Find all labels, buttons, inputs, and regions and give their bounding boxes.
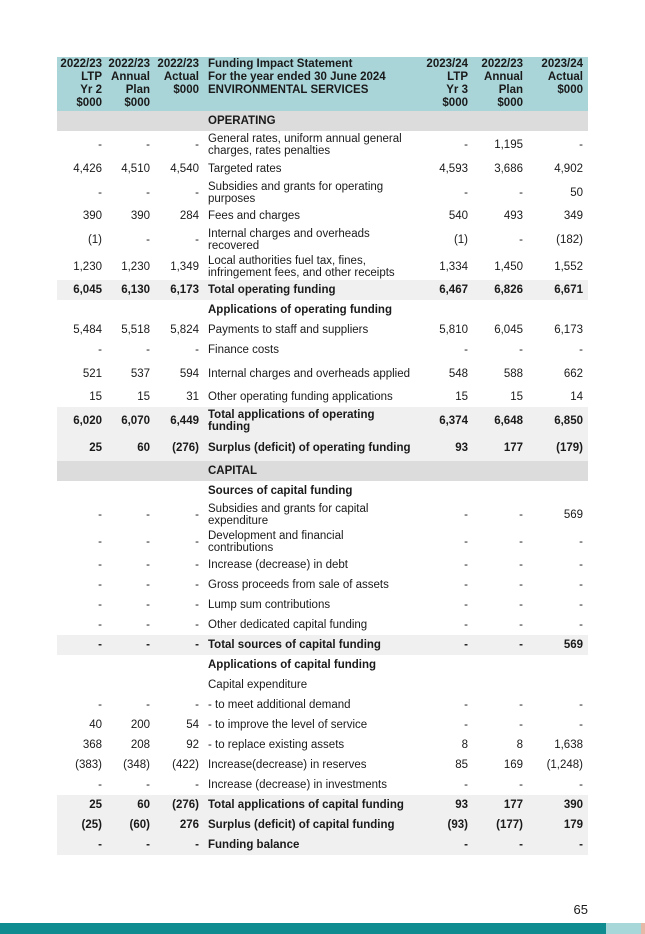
cell-value: - [146, 233, 150, 246]
cell-value: - [195, 508, 199, 521]
cell-value: 5,518 [121, 324, 150, 336]
table-row [57, 615, 588, 635]
cell-value [528, 655, 588, 675]
row-label: Surplus (deficit) of capital funding [204, 815, 416, 835]
cell-value: 1,195 [494, 139, 523, 151]
cell-value [155, 300, 204, 320]
cell-value: 1,349 [170, 260, 199, 273]
cell-value: - [146, 619, 150, 631]
cell-value: - [146, 139, 150, 151]
header-col-ltp-yr3: 2023/24 LTP Yr 3 $000 [416, 57, 473, 111]
cell-value: 594 [179, 367, 199, 380]
table-row [57, 675, 588, 695]
cell-value [57, 300, 107, 320]
total-row [57, 280, 588, 300]
row-label: Local authorities fuel tax, fines, infringement fees, and other receipts [208, 254, 395, 279]
cell-value: 15 [89, 391, 102, 403]
cell-value: - [473, 635, 528, 655]
cell-value: 14 [570, 391, 583, 403]
table-row [57, 501, 588, 528]
header-col-ltp-yr2: 2022/23 LTP Yr 2 $000 [57, 57, 107, 111]
row-label: Applications of capital funding [208, 659, 377, 671]
cell-value: - [464, 344, 468, 356]
footer-bar-accent [641, 923, 645, 934]
cell-value: - [579, 619, 583, 631]
cell-value [528, 300, 588, 320]
cell-value: (1) [87, 233, 102, 246]
cell-value: - [98, 344, 102, 356]
cell-value: - [155, 635, 204, 655]
cell-value [473, 111, 528, 131]
cell-value: 6,671 [528, 280, 588, 300]
cell-value: - [579, 699, 583, 711]
cell-value: - [195, 344, 199, 356]
cell-value: - [57, 635, 107, 655]
cell-value [416, 675, 473, 695]
cell-value: 25 [57, 795, 107, 815]
cell-value: - [464, 699, 468, 711]
cell-value: 4,510 [121, 163, 150, 175]
cell-value: - [195, 599, 199, 611]
cell-value: - [98, 779, 102, 791]
row-label: Other dedicated capital funding [208, 619, 368, 631]
cell-value: - [519, 535, 523, 548]
cell-value: (1,248) [546, 759, 583, 771]
cell-value: - [416, 835, 473, 855]
cell-value: - [146, 186, 150, 199]
cell-value: 8 [516, 739, 523, 751]
cell-value: 4,902 [554, 163, 583, 175]
cell-value: 179 [528, 815, 588, 835]
cell-value: 588 [503, 367, 523, 380]
row-label: Fees and charges [208, 210, 301, 222]
cell-value: - [519, 559, 523, 571]
row-label: Subsidies and grants for capital expenditure [208, 502, 369, 527]
cell-value: 60 [107, 795, 155, 815]
cell-value: 1,450 [494, 260, 523, 273]
cell-value: 6,045 [57, 280, 107, 300]
cell-value: 4,540 [170, 163, 199, 175]
cell-value [57, 675, 107, 695]
page-number: 65 [573, 902, 588, 917]
cell-value: 54 [186, 719, 199, 731]
cell-value: 5,810 [439, 324, 468, 336]
cell-value: 1,230 [73, 260, 102, 273]
row-label: Capital expenditure [208, 679, 308, 691]
cell-value: 493 [503, 210, 523, 222]
cell-value: 6,374 [416, 407, 473, 434]
cell-value: 6,648 [473, 407, 528, 434]
cell-value [155, 481, 204, 501]
cell-value: - [98, 186, 102, 199]
table-row [57, 695, 588, 715]
row-label: Total sources of capital funding [204, 635, 416, 655]
cell-value [155, 111, 204, 131]
total-row [57, 795, 588, 815]
cell-value [416, 481, 473, 501]
cell-value: 6,045 [494, 324, 523, 336]
cell-value: - [579, 344, 583, 356]
cell-value: - [195, 619, 199, 631]
section-row [57, 461, 588, 481]
cell-value: 4,426 [73, 163, 102, 175]
cell-value: (1) [453, 233, 468, 246]
row-label: Increase (decrease) in investments [208, 779, 387, 791]
row-label: Subsidies and grants for operating purposes [208, 180, 384, 205]
cell-value: - [195, 535, 199, 548]
cell-value: 284 [179, 210, 199, 222]
cell-value [528, 111, 588, 131]
cell-value: 540 [448, 210, 468, 222]
table-body [57, 57, 588, 855]
table-row [57, 715, 588, 735]
cell-value: - [464, 619, 468, 631]
cell-value: - [519, 779, 523, 791]
row-label: Payments to staff and suppliers [208, 324, 369, 336]
cell-value: 6,850 [528, 407, 588, 434]
cell-value [528, 675, 588, 695]
row-label: - to replace existing assets [208, 739, 345, 751]
row-label: Funding balance [204, 835, 416, 855]
cell-value: - [98, 559, 102, 571]
table-row [57, 555, 588, 575]
cell-value: - [195, 559, 199, 571]
cell-value: - [195, 233, 199, 246]
table-row [57, 735, 588, 755]
cell-value [416, 655, 473, 675]
cell-value: - [98, 699, 102, 711]
cell-value [57, 461, 107, 481]
cell-value: - [107, 835, 155, 855]
cell-value [155, 461, 204, 481]
cell-value [57, 655, 107, 675]
table-row [57, 320, 588, 340]
cell-value: - [98, 599, 102, 611]
cell-value: - [579, 599, 583, 611]
row-label: Total operating funding [204, 280, 416, 300]
cell-value: 548 [448, 367, 468, 380]
cell-value: - [519, 579, 523, 591]
cell-value: 5,824 [170, 324, 199, 336]
row-label: Applications of operating funding [208, 304, 392, 316]
row-label: Finance costs [208, 344, 279, 356]
table-row [57, 159, 588, 179]
total-row [57, 434, 588, 461]
table-row [57, 775, 588, 795]
cell-value: (348) [123, 759, 150, 771]
cell-value: - [464, 559, 468, 571]
row-label: Lump sum contributions [208, 599, 331, 611]
cell-value: - [416, 635, 473, 655]
row-label: Gross proceeds from sale of assets [208, 579, 389, 591]
row-label: Increase(decrease) in reserves [208, 759, 367, 771]
cell-value [528, 481, 588, 501]
cell-value: 6,020 [57, 407, 107, 434]
cell-value [107, 675, 155, 695]
cell-value: - [464, 139, 468, 151]
cell-value: (60) [107, 815, 155, 835]
cell-value: 208 [130, 739, 150, 751]
cell-value: 390 [82, 210, 102, 222]
row-label: Sources of capital funding [208, 485, 353, 497]
cell-value: 177 [473, 434, 528, 461]
cell-value: 85 [455, 759, 468, 771]
table-row [57, 340, 588, 360]
cell-value: (383) [75, 759, 102, 771]
row-label: - to meet additional demand [208, 699, 351, 711]
cell-value: - [98, 508, 102, 521]
cell-value: - [579, 579, 583, 591]
cell-value: (179) [528, 434, 588, 461]
cell-value: - [98, 535, 102, 548]
cell-value: - [107, 635, 155, 655]
cell-value: - [519, 699, 523, 711]
cell-value [416, 111, 473, 131]
cell-value: 25 [57, 434, 107, 461]
cell-value: 1,230 [121, 260, 150, 273]
cell-value: 569 [563, 508, 583, 521]
cell-value: - [579, 535, 583, 548]
cell-value: - [464, 719, 468, 731]
cell-value: - [155, 835, 204, 855]
cell-value: (25) [57, 815, 107, 835]
cell-value [107, 461, 155, 481]
cell-value: 569 [528, 635, 588, 655]
row-label: CAPITAL [204, 461, 416, 481]
cell-value: - [464, 508, 468, 521]
table-header-row [57, 57, 588, 111]
table-row [57, 595, 588, 615]
table-row [57, 387, 588, 407]
cell-value: - [146, 535, 150, 548]
cell-value: - [146, 699, 150, 711]
cell-value: 1,552 [554, 260, 583, 273]
row-label: Internal charges and overheads recovered [208, 227, 370, 252]
cell-value: (422) [172, 759, 199, 771]
cell-value: 6,070 [107, 407, 155, 434]
cell-value: - [146, 779, 150, 791]
cell-value: 6,826 [473, 280, 528, 300]
table-row [57, 226, 588, 253]
cell-value: 390 [528, 795, 588, 815]
header-col-actual-right: 2023/24 Actual $000 [528, 57, 588, 111]
cell-value: - [519, 599, 523, 611]
cell-value: 6,130 [107, 280, 155, 300]
cell-value [416, 461, 473, 481]
total-row [57, 407, 588, 434]
cell-value [473, 461, 528, 481]
cell-value: - [519, 619, 523, 631]
header-col-annual-plan-right: 2022/23 Annual Plan $000 [473, 57, 528, 111]
cell-value: 92 [186, 739, 199, 751]
cell-value [107, 300, 155, 320]
cell-value [416, 300, 473, 320]
cell-value: 349 [563, 210, 583, 222]
cell-value: - [464, 535, 468, 548]
total-row [57, 815, 588, 835]
row-label: Total applications of capital funding [204, 795, 416, 815]
table-row [57, 528, 588, 555]
row-label: General rates, uniform annual general charges, rates penalties [208, 133, 402, 157]
cell-value: - [473, 835, 528, 855]
subheading-row [57, 655, 588, 675]
cell-value: - [146, 599, 150, 611]
row-label: Targeted rates [208, 163, 282, 175]
cell-value: - [579, 559, 583, 571]
cell-value: 200 [130, 719, 150, 731]
cell-value: 1,638 [554, 739, 583, 751]
cell-value: 93 [416, 434, 473, 461]
cell-value [473, 655, 528, 675]
cell-value: - [519, 186, 523, 199]
row-label: - to improve the level of service [208, 719, 368, 731]
cell-value: (276) [155, 434, 204, 461]
row-label: Increase (decrease) in debt [208, 559, 348, 571]
cell-value: - [98, 139, 102, 151]
row-label: Surplus (deficit) of operating funding [204, 434, 416, 461]
row-label: Total applications of operating funding [204, 407, 416, 434]
cell-value: 15 [510, 391, 523, 403]
cell-value: - [146, 508, 150, 521]
cell-value: 5,484 [73, 324, 102, 336]
cell-value [473, 675, 528, 695]
cell-value [57, 481, 107, 501]
cell-value [57, 111, 107, 131]
cell-value: 6,173 [554, 324, 583, 336]
cell-value: - [195, 579, 199, 591]
cell-value: 50 [570, 186, 583, 199]
cell-value: - [464, 599, 468, 611]
cell-value [155, 675, 204, 695]
table-row [57, 360, 588, 387]
header-col-actual: 2022/23 Actual $000 [155, 57, 204, 111]
cell-value: 537 [130, 367, 150, 380]
cell-value: 15 [455, 391, 468, 403]
cell-value: 368 [82, 739, 102, 751]
cell-value [528, 461, 588, 481]
funding-impact-table [57, 57, 588, 855]
cell-value: 3,686 [494, 163, 523, 175]
table-row [57, 179, 588, 206]
cell-value [107, 111, 155, 131]
cell-value: - [98, 619, 102, 631]
row-label: Development and financial contributions [208, 529, 344, 554]
cell-value: - [195, 779, 199, 791]
table-row [57, 575, 588, 595]
cell-value: - [146, 579, 150, 591]
cell-value: - [579, 719, 583, 731]
cell-value: (276) [155, 795, 204, 815]
cell-value: 177 [473, 795, 528, 815]
table-row [57, 755, 588, 775]
row-label: Internal charges and overheads applied [208, 367, 411, 380]
cell-value: - [195, 139, 199, 151]
cell-value: - [579, 139, 583, 151]
cell-value: 521 [82, 367, 102, 380]
row-label: OPERATING [204, 111, 416, 131]
header-title: Funding Impact Statement For the year ended 30 June 2024 ENVIRONMENTAL SERVICES [204, 57, 416, 111]
cell-value: - [464, 779, 468, 791]
cell-value: 60 [107, 434, 155, 461]
cell-value: - [528, 835, 588, 855]
table-row [57, 131, 588, 159]
cell-value: (177) [473, 815, 528, 835]
cell-value: - [519, 233, 523, 246]
cell-value: 390 [130, 210, 150, 222]
section-row [57, 111, 588, 131]
cell-value [155, 655, 204, 675]
cell-value: - [195, 186, 199, 199]
cell-value: (182) [556, 233, 583, 246]
cell-value: 662 [563, 367, 583, 380]
cell-value: 8 [461, 739, 468, 751]
subheading-row [57, 481, 588, 501]
cell-value: 6,467 [416, 280, 473, 300]
cell-value: - [195, 699, 199, 711]
cell-value: 40 [89, 719, 102, 731]
cell-value: 4,593 [439, 163, 468, 175]
total-row [57, 635, 588, 655]
cell-value: - [98, 579, 102, 591]
table-row [57, 253, 588, 280]
cell-value: (93) [416, 815, 473, 835]
cell-value: 1,334 [439, 260, 468, 273]
cell-value: - [464, 186, 468, 199]
subheading-row [57, 300, 588, 320]
cell-value: 15 [137, 391, 150, 403]
cell-value: - [146, 559, 150, 571]
cell-value: 276 [155, 815, 204, 835]
cell-value: - [519, 508, 523, 521]
cell-value: 6,173 [155, 280, 204, 300]
table-row [57, 206, 588, 226]
footer-bar-light [606, 923, 641, 934]
cell-value [473, 481, 528, 501]
cell-value: - [146, 344, 150, 356]
cell-value: 169 [503, 759, 523, 771]
cell-value: 93 [416, 795, 473, 815]
cell-value: - [519, 344, 523, 356]
cell-value: 6,449 [155, 407, 204, 434]
cell-value: - [579, 779, 583, 791]
cell-value: - [519, 719, 523, 731]
cell-value [107, 481, 155, 501]
total-row [57, 835, 588, 855]
row-label: Other operating funding applications [208, 391, 393, 403]
cell-value [107, 655, 155, 675]
cell-value [473, 300, 528, 320]
footer-bar [0, 923, 606, 934]
cell-value: - [57, 835, 107, 855]
cell-value: 31 [186, 391, 199, 403]
header-col-annual-plan: 2022/23 Annual Plan $000 [107, 57, 155, 111]
cell-value: - [464, 579, 468, 591]
